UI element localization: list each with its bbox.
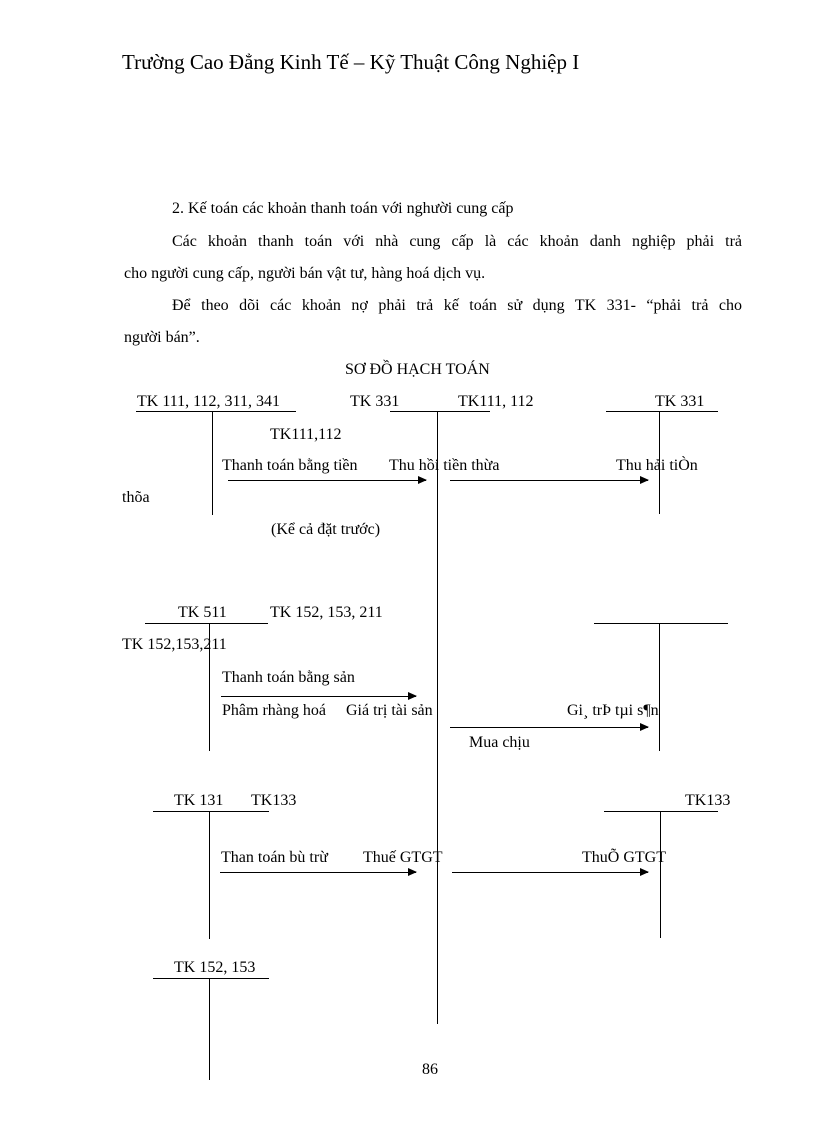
paragraph-1-line-2: cho người cung cấp, người bán vật tư, hàng hoá dịch vụ. xyxy=(124,265,486,282)
paragraph-2-line-1: Để theo dõi các khoản nợ phải trả kế toán sử dụng TK 331- “phải trả cho xyxy=(172,297,742,314)
t-account-line-left-1-vertical xyxy=(212,411,213,515)
t-account-line-152-153-vertical xyxy=(209,978,210,1080)
account-label-331-right: TK 331 xyxy=(655,393,705,410)
text-gia-tri-tai-san: Giá trị tài sản xyxy=(346,702,433,719)
section-heading: 2. Kế toán các khoản thanh toán với nghười cung cấp xyxy=(172,200,514,217)
t-account-line-511 xyxy=(145,623,268,624)
account-label-331: TK 331 xyxy=(350,393,400,410)
t-account-line-331 xyxy=(390,411,490,412)
account-label-133: TK133 xyxy=(251,792,297,809)
t-account-line-right-2-vertical xyxy=(659,623,660,751)
t-account-line-133-right xyxy=(604,811,718,812)
arrow-row1-left xyxy=(228,480,426,481)
t-account-line-152-153 xyxy=(153,978,269,979)
text-thanh-toan-bang-tien: Thanh toán bằng tiền xyxy=(222,457,358,474)
t-account-line-331-vertical xyxy=(437,411,438,1024)
account-label-152-153-211: TK 152, 153, 211 xyxy=(270,604,383,621)
page-number: 86 xyxy=(422,1061,438,1078)
text-thoa: thõa xyxy=(122,489,150,506)
text-thanh-toan-bang-san: Thanh toán bằng sản xyxy=(222,669,355,686)
arrow-row2-right xyxy=(450,727,648,728)
t-account-line-133-right-vertical xyxy=(660,811,661,938)
t-account-line-right-1 xyxy=(606,411,718,412)
arrow-row2-left xyxy=(221,696,416,697)
t-account-line-right-2 xyxy=(594,623,728,624)
account-label-133-right: TK133 xyxy=(685,792,731,809)
text-than-toan-bu-tru: Than toán bù trừ xyxy=(221,849,328,866)
account-label-131: TK 131 xyxy=(174,792,224,809)
account-label-111-112-311-341: TK 111, 112, 311, 341 xyxy=(137,393,280,410)
text-thu-hoi-tien-thua: Thu hồi tiền thừa xyxy=(389,457,500,474)
account-label-152-153-211-left: TK 152,153,211 xyxy=(122,636,227,653)
arrow-row1-right xyxy=(450,480,648,481)
t-account-line-left-1 xyxy=(136,411,296,412)
diagram-title: SƠ ĐỒ HẠCH TOÁN xyxy=(345,361,490,378)
text-thu-hai-tien: Thu hải tiÒn xyxy=(616,457,698,474)
text-thue-gtgt-garbled: ThuÕ GTGT xyxy=(582,849,666,866)
arrow-row3-left xyxy=(220,872,416,873)
account-label-511: TK 511 xyxy=(178,604,227,621)
t-account-line-131-vertical xyxy=(209,811,210,939)
paragraph-2-line-2: người bán”. xyxy=(124,329,200,346)
text-mua-chiu: Mua chịu xyxy=(469,734,530,751)
account-label-111-112-mid: TK111, 112 xyxy=(458,393,534,410)
text-pham-hang-hoa: Phâm rhàng hoá xyxy=(222,702,326,719)
t-account-line-131 xyxy=(153,811,269,812)
text-thue-gtgt: Thuế GTGT xyxy=(363,849,443,866)
account-label-111-112-sub: TK111,112 xyxy=(270,426,342,443)
account-label-152-153: TK 152, 153 xyxy=(174,959,256,976)
paragraph-1-line-1: Các khoản thanh toán với nhà cung cấp là các khoản danh nghiệp phải trả xyxy=(172,233,742,250)
arrow-row3-right xyxy=(452,872,648,873)
page-header-title: Trường Cao Đẳng Kinh Tế – Kỹ Thuật Công Nghiệp I xyxy=(122,50,580,74)
text-ke-ca-dat-truoc: (Kể cả đặt trước) xyxy=(271,521,381,538)
text-gia-tri-tai-san-garbled: Gi¸ trÞ tµi s¶n xyxy=(567,702,659,719)
